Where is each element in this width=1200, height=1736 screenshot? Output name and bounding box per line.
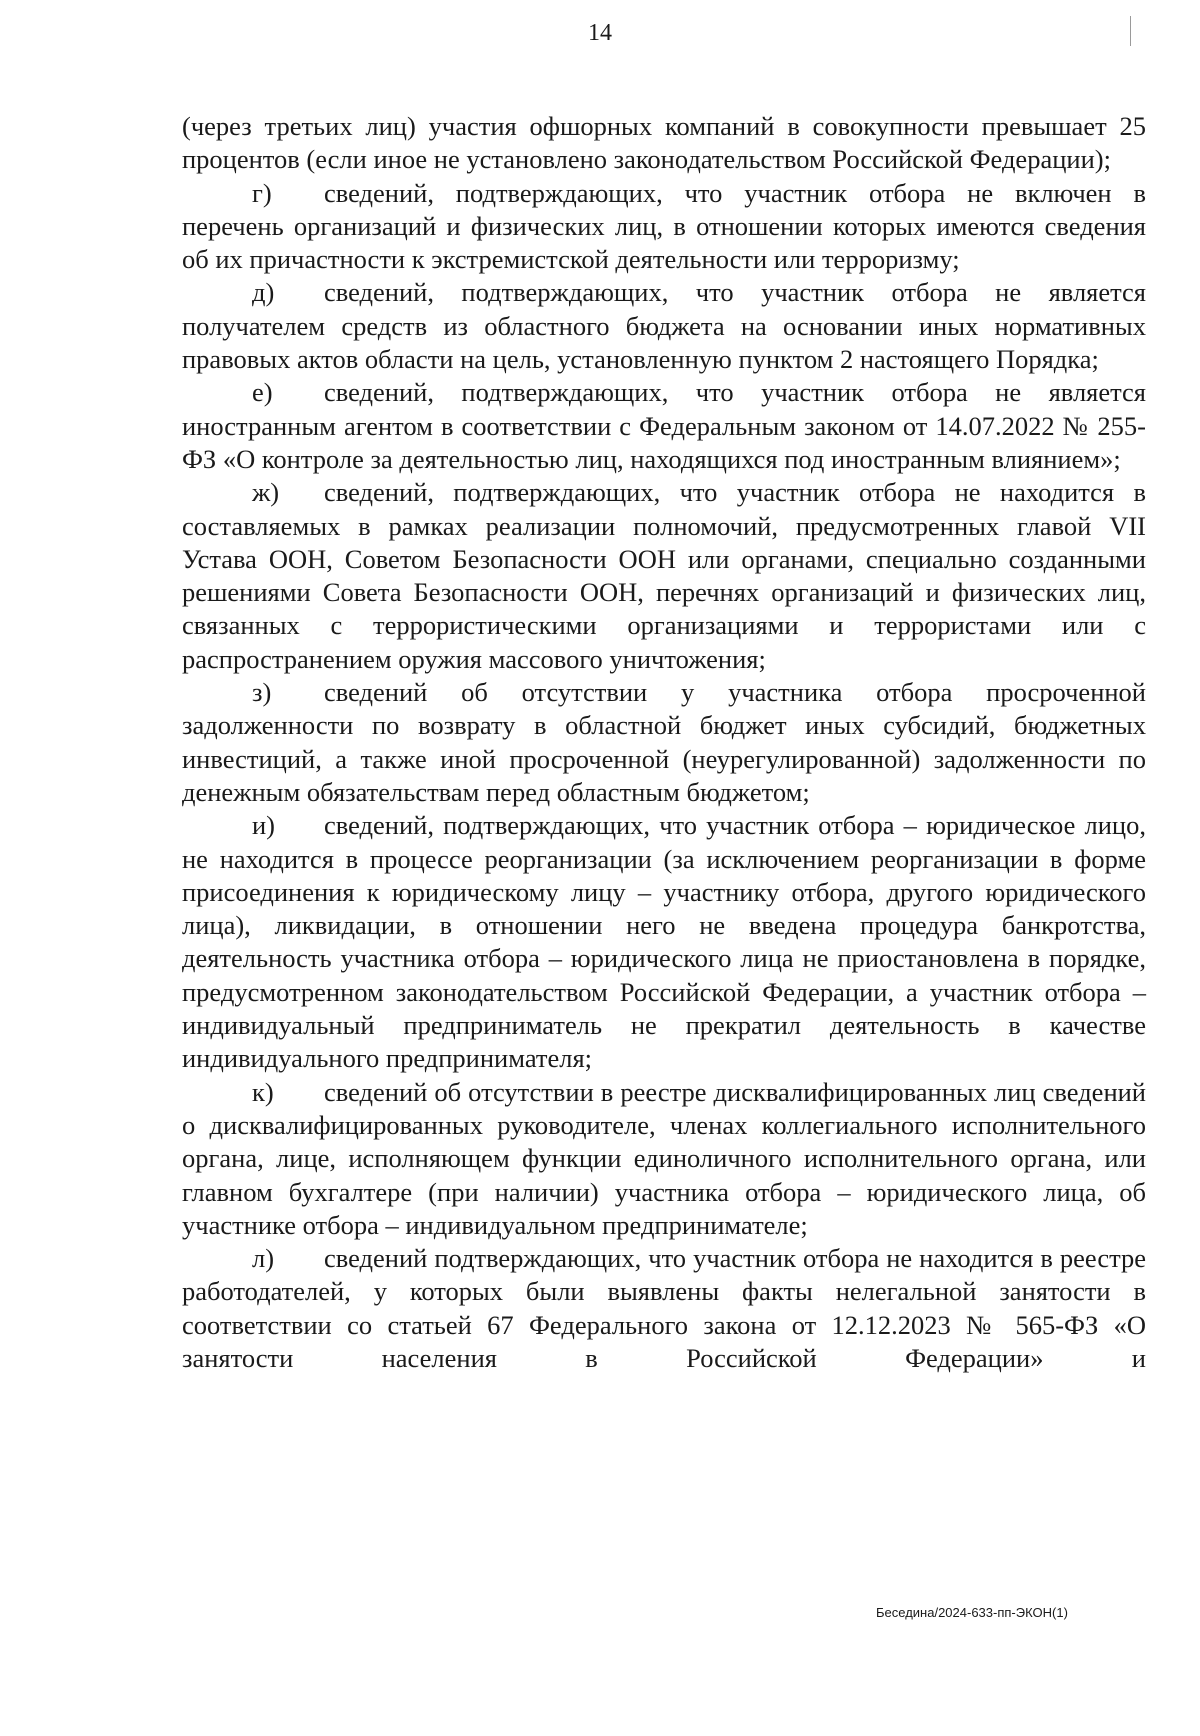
item-letter: и) [252,810,276,841]
page-number: 14 [588,20,612,46]
item-letter: к) [252,1076,274,1107]
list-item-e [182,376,1146,476]
list-item-l [182,1242,1146,1375]
list-item-k [182,1076,1146,1242]
item-letter: з) [252,677,272,708]
item-text: сведений, подтверждающих, что участник отбора не является иностранным агентом в соответствии с Федеральным законом от 14.07.2022 № 255-ФЗ «О контроле за деятельностью лиц, находящихся под иностранным влиянием»; [182,377,1146,474]
item-text: сведений подтверждающих, что участник отбора не находится в реестре работодателей, у которых были выявлены факты нелегальной занятости в соответствии со статьей 67 Федерального закона от 12.12.2023 № 565-ФЗ «О занятости населения в Российской Федерации» и [182,1243,1146,1373]
list-item-zh [182,476,1146,676]
list-item-i [182,809,1146,1075]
item-letter: л) [252,1243,275,1274]
item-text: сведений об отсутствии в реестре дисквалифицированных лиц сведений о дисквалифицированных руководителе, членах коллегиального исполнительного органа, лице, исполняющем функции единоличного исполнительного органа, или главном бухгалтере (при наличии) участника отбора – юридического лица, об участнике отбора – индивидуальном предпринимателе; [182,1076,1146,1240]
item-text: сведений, подтверждающих, что участник отбора не является получателем средств из областного бюджета на основании иных нормативных правовых актов области на цель, установленную пунктом 2 настоящего Порядка; [182,277,1146,375]
margin-mark [1130,16,1131,46]
item-letter: д) [252,277,275,308]
item-letter: ж) [252,477,280,508]
item-text: сведений, подтверждающих, что участник отбора – юридическое лицо, не находится в процессе реорганизации (за исключением реорганизации в форме присоединения к юридическому лицу – участнику отбора, другого юридического лица), ликвидации, в отношении него не введена процедура банкротства, деятельность участника отбора – юридического лица не приостановлена в порядке, предусмотренном законодательством Российской Федерации, а участник отбора – индивидуальный предприниматель не прекратил деятельность в качестве индивидуального предпринимателя; [182,810,1146,1074]
intro-paragraph: (через третьих лиц) участия офшорных компаний в совокупности превышает 25 процентов (если иное не установлено законодательством Российской Федерации); [182,111,1146,175]
item-letter: г) [252,177,272,208]
item-letter: е) [252,377,273,408]
document-reference: Беседина/2024-633-пп-ЭКОН(1) [876,1605,1068,1620]
item-text: сведений об отсутствии у участника отбора просроченной задолженности по возврату в областной бюджет иных субсидий, бюджетных инвестиций, а также иной просроченной (неурегулированной) задолженности по денежным обязательствам перед областным бюджетом; [182,677,1146,807]
list-item-d [182,276,1146,376]
document-body [182,110,1146,1375]
item-text: сведений, подтверждающих, что участник отбора не включен в перечень организаций и физических лиц, в отношении которых имеются сведения об их причастности к экстремистской деятельности или терроризму; [182,177,1146,275]
item-text: сведений, подтверждающих, что участник отбора не находится в составляемых в рамках реализации полномочий, предусмотренных главой VII Устава ООН, Советом Безопасности ООН или органами, специально созданными решениями Совета Безопасности ООН, перечнях организаций и физических лиц, связанных с террористическими организациями и террористами или с распространением оружия массового уничтожения; [182,477,1146,674]
list-item-g [182,177,1146,277]
list-item-z [182,676,1146,809]
